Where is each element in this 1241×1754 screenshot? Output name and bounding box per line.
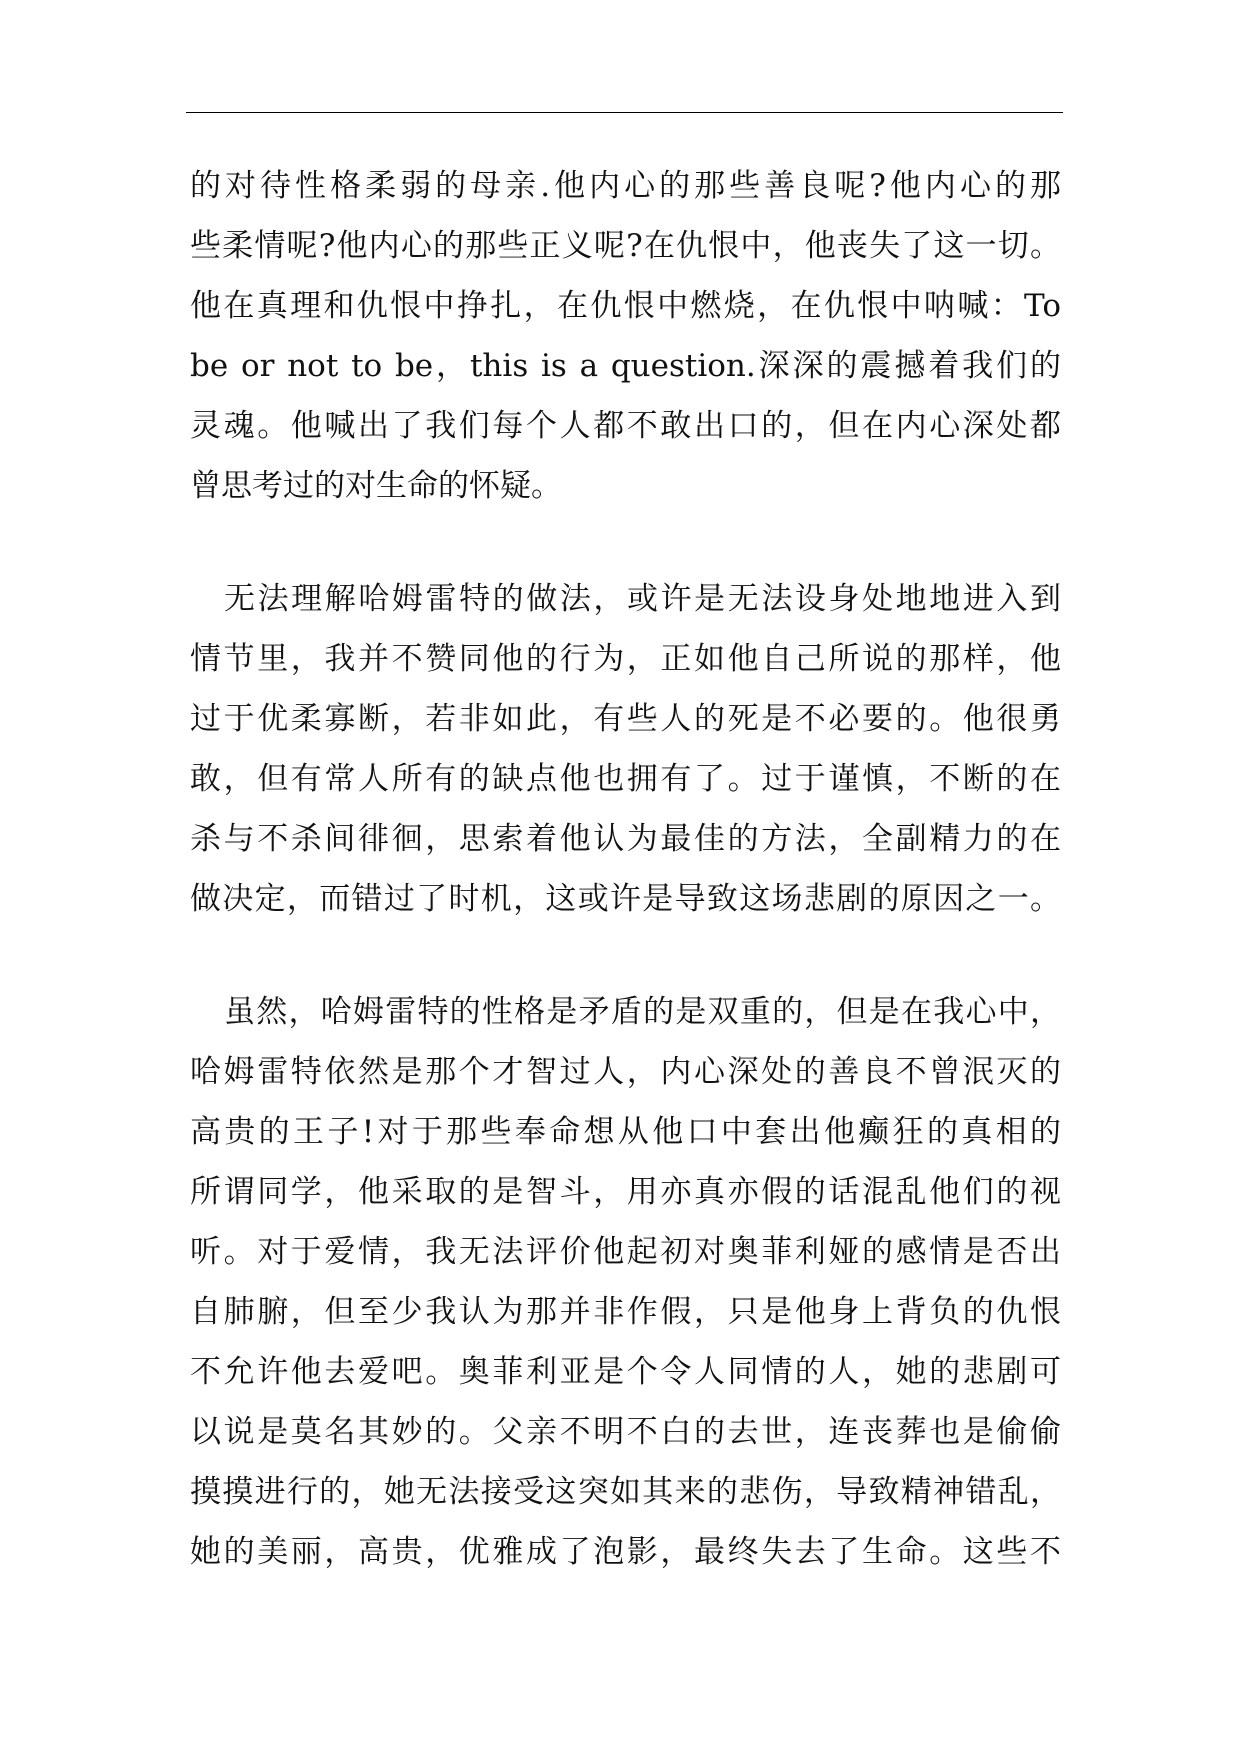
- text-line: 虽然，哈姆雷特的性格是矛盾的是双重的，但是在我心中，: [224, 994, 1061, 1030]
- text-line: 摸摸进行的，她无法接受这突如其来的悲伤，导致精神错乱，: [190, 1474, 1061, 1510]
- text-line: 的对待性格柔弱的母亲.他内心的那些善良呢?他内心的那: [190, 168, 1061, 204]
- text-line: 曾思考过的对生命的怀疑。: [190, 468, 562, 504]
- paragraph: [190, 569, 1061, 929]
- text-line: 些柔情呢?他内心的那些正义呢?在仇恨中，他丧失了这一切。: [190, 228, 1061, 264]
- text-line: 他在真理和仇恨中挣扎，在仇恨中燃烧，在仇恨中呐喊：To: [190, 288, 1061, 324]
- text-line: be or not to be，this is a question.深深的震撼着我们的: [190, 348, 1061, 384]
- text-line: 做决定，而错过了时机，这或许是导致这场悲剧的原因之一。: [190, 881, 1061, 917]
- text-line: 所谓同学，他采取的是智斗，用亦真亦假的话混乱他们的视: [190, 1174, 1061, 1210]
- text-line: 敢，但有常人所有的缺点他也拥有了。过于谨慎，不断的在: [190, 761, 1061, 797]
- body-text: [190, 156, 1061, 1635]
- text-line: 自肺腑，但至少我认为那并非作假，只是他身上背负的仇恨: [190, 1294, 1061, 1330]
- text-line: 不允许他去爱吧。奥菲利亚是个令人同情的人，她的悲剧可: [190, 1354, 1061, 1390]
- header-rule: [186, 112, 1063, 113]
- text-line: 灵魂。他喊出了我们每个人都不敢出口的，但在内心深处都: [190, 408, 1061, 444]
- text-line: 高贵的王子!对于那些奉命想从他口中套出他癫狂的真相的: [190, 1114, 1061, 1150]
- text-line: 以说是莫名其妙的。父亲不明不白的去世，连丧葬也是偷偷: [190, 1414, 1061, 1450]
- text-line: 她的美丽，高贵，优雅成了泡影，最终失去了生命。这些不: [190, 1534, 1061, 1570]
- paragraph: [190, 156, 1061, 516]
- text-line: 哈姆雷特依然是那个才智过人，内心深处的善良不曾泯灭的: [190, 1054, 1061, 1090]
- text-line: 无法理解哈姆雷特的做法，或许是无法设身处地地进入到: [224, 581, 1061, 617]
- text-line: 听。对于爱情，我无法评价他起初对奥菲利娅的感情是否出: [190, 1234, 1061, 1270]
- text-line: 情节里，我并不赞同他的行为，正如他自己所说的那样，他: [190, 641, 1061, 677]
- text-line: 过于优柔寡断，若非如此，有些人的死是不必要的。他很勇: [190, 701, 1061, 737]
- paragraph: [190, 982, 1061, 1582]
- text-line: 杀与不杀间徘徊，思索着他认为最佳的方法，全副精力的在: [190, 821, 1061, 857]
